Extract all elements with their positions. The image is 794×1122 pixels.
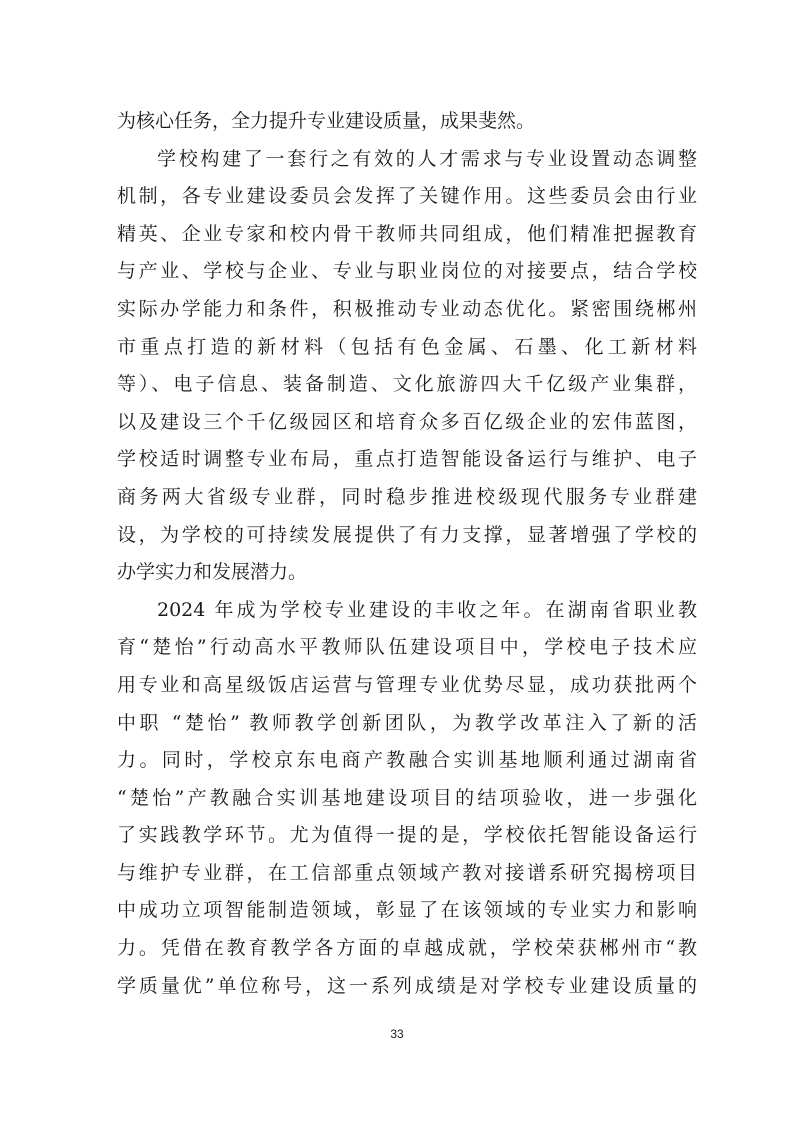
text-line: 精英、企业专家和校内骨干教师共同组成，他们精准把握教育	[117, 222, 697, 245]
text-line: 机制，各专业建设委员会发挥了关键作用。这些委员会由行业	[117, 185, 697, 208]
text-line: 等）、电子信息、装备制造、文化旅游四大千亿级产业集群，	[117, 373, 697, 396]
text-line: 办学实力和发展潜力。	[117, 561, 308, 584]
text-line: “楚怡”产教融合实训基地建设项目的结项验收，进一步强化	[117, 786, 697, 809]
text-line: 中职 “楚怡” 教师教学创新团队，为教学改革注入了新的活	[117, 711, 697, 734]
text-line: 学校构建了一套行之有效的人才需求与专业设置动态调整	[157, 147, 697, 170]
text-line: 力。凭借在教育教学各方面的卓越成就，学校荣获郴州市“教	[117, 937, 697, 960]
text-line: 学质量优”单位称号，这一系列成绩是对学校专业建设质量的	[117, 974, 697, 997]
page-number: 33	[390, 1027, 404, 1041]
text-line: 学校适时调整专业布局，重点打造智能设备运行与维护、电子	[117, 448, 697, 471]
text-line: 设，为学校的可持续发展提供了有力支撑，显著增强了学校的	[117, 523, 697, 546]
body-text	[117, 103, 697, 1005]
text-line: 了实践教学环节。尤为值得一提的是，学校依托智能设备运行	[117, 824, 697, 847]
text-line: 市重点打造的新材料（包括有色金属、石墨、化工新材料	[117, 335, 697, 358]
text-line: 以及建设三个千亿级园区和培育众多百亿级企业的宏伟蓝图，	[117, 410, 697, 433]
text-line: 2024 年成为学校专业建设的丰收之年。在湖南省职业教	[157, 598, 697, 621]
text-line: 商务两大省级专业群，同时稳步推进校级现代服务专业群建	[117, 485, 697, 508]
text-line: 与产业、学校与企业、专业与职业岗位的对接要点，结合学校	[117, 260, 697, 283]
text-line: 实际办学能力和条件，积极推动专业动态优化。紧密围绕郴州	[117, 297, 697, 320]
text-line: 与维护专业群，在工信部重点领域产教对接谱系研究揭榜项目	[117, 861, 697, 884]
text-line: 用专业和高星级饭店运营与管理专业优势尽显，成功获批两个	[117, 673, 697, 696]
text-line: 育“楚怡”行动高水平教师队伍建设项目中，学校电子技术应	[117, 636, 697, 659]
text-line: 中成功立项智能制造领域，彰显了在该领域的专业实力和影响	[117, 899, 697, 922]
text-line: 力。同时，学校京东电商产教融合实训基地顺利通过湖南省	[117, 749, 697, 772]
text-line: 为核心任务，全力提升专业建设质量，成果斐然。	[117, 110, 536, 132]
